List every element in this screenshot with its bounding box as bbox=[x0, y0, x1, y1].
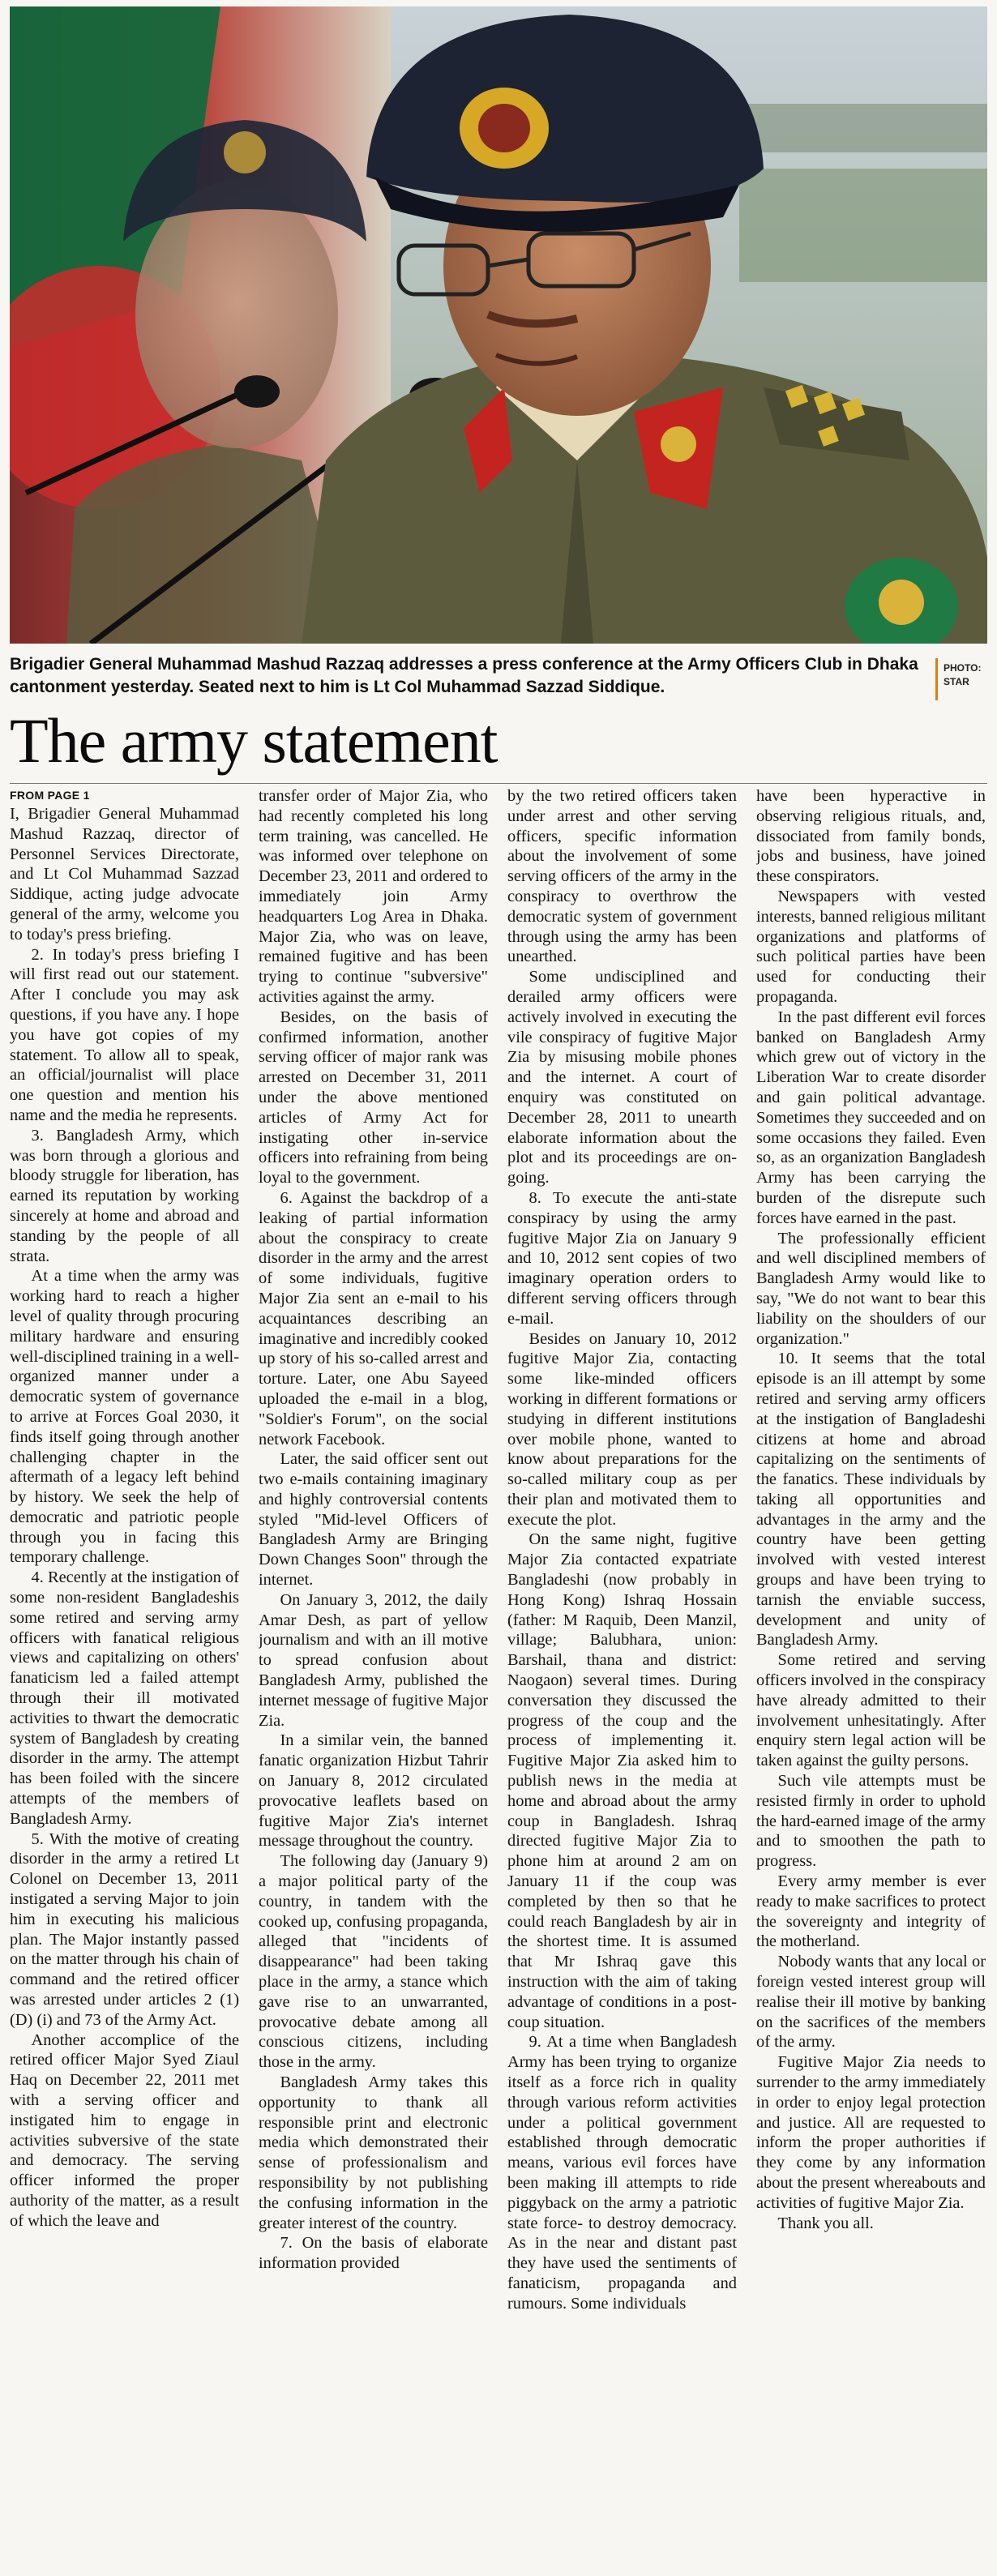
headline-rule bbox=[10, 783, 987, 784]
paragraph: 4. Recently at the instigation of some non-resident Bangladeshis some retired and serving army officers with fanatical religious views and capitalizing on others' fanaticism led a failed attempt through their ill motivated activities to thwart the democratic system of Bangladesh by creating disorder in the army. The attempt has been foiled with the sincere attempts of the members of Bangladesh Army. bbox=[10, 1568, 239, 1828]
paragraph: Besides on January 10, 2012 fugitive Major Zia, contacting some like-minded officers working in different formations or studying in different institutions over mobile phone, wanted to know about preparations for the so-called military coup as per their plan and motivated them to execute the plot. bbox=[507, 1329, 737, 1529]
paragraph: Some undisciplined and derailed army officers were actively involved in executing the vile conspiracy of fugitive Major Zia by misusing mobile phones and the internet. A court of enquiry was constituted on December 28, 2011 to unearth elaborate information about the plot and its proceedings are on-going. bbox=[507, 968, 737, 1187]
paragraph: 7. On the basis of elaborate information provided bbox=[259, 2234, 488, 2273]
paragraph: At a time when the army was working hard to reach a higher level of quality through procuring military hardware and ensuring well-disciplined training in a well-organized manner under a democratic system of governance to arrive at Forces Goal 2030, it finds itself going through another challenging chapter in the aftermath of a legacy left behind by history. We seek the help of democratic and patriotic people through you in facing this temporary challenge. bbox=[10, 1267, 239, 1567]
paragraph: 8. To execute the anti-state conspiracy by using the army fugitive Major Zia on January 9 and 10, 2012 sent copies of two imaginary operation orders to different serving officers through e-mail. bbox=[507, 1188, 737, 1328]
article-column-4 bbox=[756, 786, 986, 2570]
article-body bbox=[10, 786, 987, 2570]
paragraph: Such vile attempts must be resisted firmly in order to uphold the hard-earned image of the army and to smoothen the path to progress. bbox=[756, 1772, 986, 1871]
paragraph: On January 3, 2012, the daily Amar Desh, as part of yellow journalism and with an ill motive to spread confusion about Bangladesh Army, published the internet message of fugitive Major Zia. bbox=[259, 1590, 488, 1730]
paragraph: Another accomplice of the retired officer Major Syed Ziaul Haq on December 22, 2011 met with a serving officer and instigated him to engage in activities subversive of the state and democracy. The serving officer informed the proper authority of the matter, as a result of which the leave and bbox=[10, 2030, 239, 2230]
paragraph: On the same night, fugitive Major Zia contacted expatriate Bangladeshi (now probably in Hong Kong) Ishraq Hossain (father: M Raquib, Deen Manzil, village; Balubhara, union: Barshail, thana and district: Naogaon) several times. During conversation they discussed the progress of the coup and the process of implementing it. Fugitive Major Zia asked him to publish news in the media at home and abroad about the army coup in Bangladesh. Ishraq directed fugitive Major Zia to phone him at around 2 am on January 11 if the coup was completed by then so that he could reach Bangladesh by air in the shortest time. It is assumed that Mr Ishraq gave this instruction with the aim of taking advantage of conditions in a post-coup situation. bbox=[507, 1530, 737, 2031]
photo-caption: Brigadier General Muhammad Mashud Razzaq addresses a press conference at the Army Officers Club in Dhaka cantonment yesterday. Seated next to him is Lt Col Muhammad Sazzad Siddique. bbox=[10, 655, 918, 696]
paragraph: Fugitive Major Zia needs to surrender to the army immediately in order to enjoy legal protection and justice. All are requested to inform the proper authorities if they come by any information about the present whereabouts and activities of fugitive Major Zia. bbox=[756, 2053, 986, 2212]
paragraph: Besides, on the basis of confirmed information, another serving officer of major rank was arrested on December 31, 2011 under the above mentioned articles of Army Act for instigating other in-service officers into refraining from being loyal to the government. bbox=[259, 1008, 488, 1187]
article-column-1 bbox=[10, 786, 239, 2570]
paragraph: by the two retired officers taken under arrest and other serving officers, specific information about the involvement of some serving officers of the army in the conspiracy to overthrow the democratic system of government through using the army has been unearthed. bbox=[507, 787, 737, 966]
paragraph: In a similar vein, the banned fanatic organization Hizbut Tahrir on January 8, 2012 circulated provocative leaflets based on fugitive Major Zia's internet message throughout the country. bbox=[259, 1731, 488, 1851]
paragraph: have been hyperactive in observing religious rituals, and, dissociated from family bonds, jobs and business, have joined these conspirators. bbox=[756, 787, 986, 886]
paragraph: Nobody wants that any local or foreign vested interest group will realise their ill motive by banking on the sacrifices of the members of the army. bbox=[756, 1953, 986, 2052]
paragraph: The following day (January 9) a major political party of the country, in tandem with the cooked up, confusing propaganda, alleged that "incidents of disappearance" had been taking place in the army, a stance which gave rise to an unwarranted, provocative debate among all conscious citizens, including those in the army. bbox=[259, 1852, 488, 2072]
paragraph: Later, the said officer sent out two e-mails containing imaginary and highly controversial contents styled "Mid-level Officers of Bangladesh Army are Bringing Down Changes Soon" through the internet. bbox=[259, 1450, 488, 1590]
paragraph: Bangladesh Army takes this opportunity to thank all responsible print and electronic media which demonstrated their sense of professionalism and responsibility by not publishing the confusing information in the greater interest of the country. bbox=[259, 2073, 488, 2232]
paragraph: 2. In today's press briefing I will first read out our statement. After I conclude you may ask questions, if you have any. I hope you have got copies of my statement. To allow all to speak, an official/journalist will place one question and mention his name and the media he represents. bbox=[10, 945, 239, 1124]
article-column-2 bbox=[259, 786, 488, 2570]
paragraph: Some retired and serving officers involved in the conspiracy have already admitted to their involvement unhesitatingly. After enquiry stern legal action will be taken against the guilty persons. bbox=[756, 1651, 986, 1770]
paragraph: 10. It seems that the total episode is an ill attempt by some retired and serving army officers at the instigation of Bangladeshi citizens at home and abroad capitalizing on the sentiments of the fanatics. These individuals by taking all opportunities and advantages in the army and the country have been getting involved with vested interest groups and have been trying to tarnish the enviable success, development and unity of Bangladesh Army. bbox=[756, 1350, 986, 1650]
photo-credit-rule bbox=[935, 658, 938, 700]
headline: The army statement bbox=[10, 705, 498, 776]
paragraph: Every army member is ever ready to make sacrifices to protect the sovereignty and integrity of the motherland. bbox=[756, 1872, 986, 1951]
paragraph: 5. With the motive of creating disorder in the army a retired Lt Colonel on December 13, 2011 instigated a serving Major to join him in executing his malicious plan. The Major instantly passed on the matter through his chain of command and the retired officer was arrested under articles 2 (1) (D) (i) and 73 of the Army Act. bbox=[10, 1829, 239, 2029]
from-page-label: FROM PAGE 1 bbox=[10, 789, 90, 802]
article-column-3 bbox=[507, 786, 737, 2570]
paragraph: 9. At a time when Bangladesh Army has been trying to organize itself as a force rich in quality through various reform activities under a political government established through democratic means, various evil forces have been making ill attempts to ride piggyback on the army a patriotic state force- to destroy democracy. As in the near and distant past they have used the sentiments of fanaticism, propaganda and rumours. Some individuals bbox=[507, 2033, 737, 2313]
paragraph: 6. Against the backdrop of a leaking of partial information about the conspiracy to create disorder in the army and the arrest of some individuals, fugitive Major Zia sent an e-mail to his acquaintances describing an imaginative and incredibly cooked up story of his so-called arrest and torture. Later, one Abu Sayeed uploaded the e-mail in a blog, "Soldier's Forum", on the social network Facebook. bbox=[259, 1188, 488, 1448]
paragraph: Thank you all. bbox=[777, 2214, 874, 2232]
press-conference-photo bbox=[10, 6, 987, 644]
paragraph: In the past different evil forces banked on Bangladesh Army which grew out of victory in the Liberation War to create disorder and gain political advantage. Sometimes they succeeded and on some occasions they failed. Even so, as an organization Bangladesh Army has been carrying the burden of the disrepute such forces have earned in the past. bbox=[756, 1008, 986, 1227]
paragraph: 3. Bangladesh Army, which was born through a glorious and bloody struggle for liberation, has earned its reputation by working sincerely at home and abroad and standing by the people of all strata. bbox=[10, 1126, 239, 1265]
paragraph: transfer order of Major Zia, who had recently completed his long term training, was cancelled. He was informed over telephone on December 23, 2011 and ordered to immediately join Army headquarters Log Area in Dhaka. Major Zia, who was on leave, remained fugitive and has been trying to continue "subversive" activities against the army. bbox=[259, 787, 488, 1006]
paragraph: The professionally efficient and well disciplined members of Bangladesh Army would like to say, "We do not want to bear this liability on the shoulders of our organization." bbox=[756, 1229, 986, 1348]
paragraph: Newspapers with vested interests, banned religious militant organizations and platforms of such political parties have been used for conducting their propaganda. bbox=[756, 887, 986, 1006]
photo-credit: PHOTO: STAR bbox=[944, 662, 982, 687]
paragraph: I, Brigadier General Muhammad Mashud Razzaq, director of Personnel Services Directorate, and Lt Col Muhammad Sazzad Siddique, acting judge advocate general of the army, welcome you to today's press briefing. bbox=[10, 805, 239, 944]
